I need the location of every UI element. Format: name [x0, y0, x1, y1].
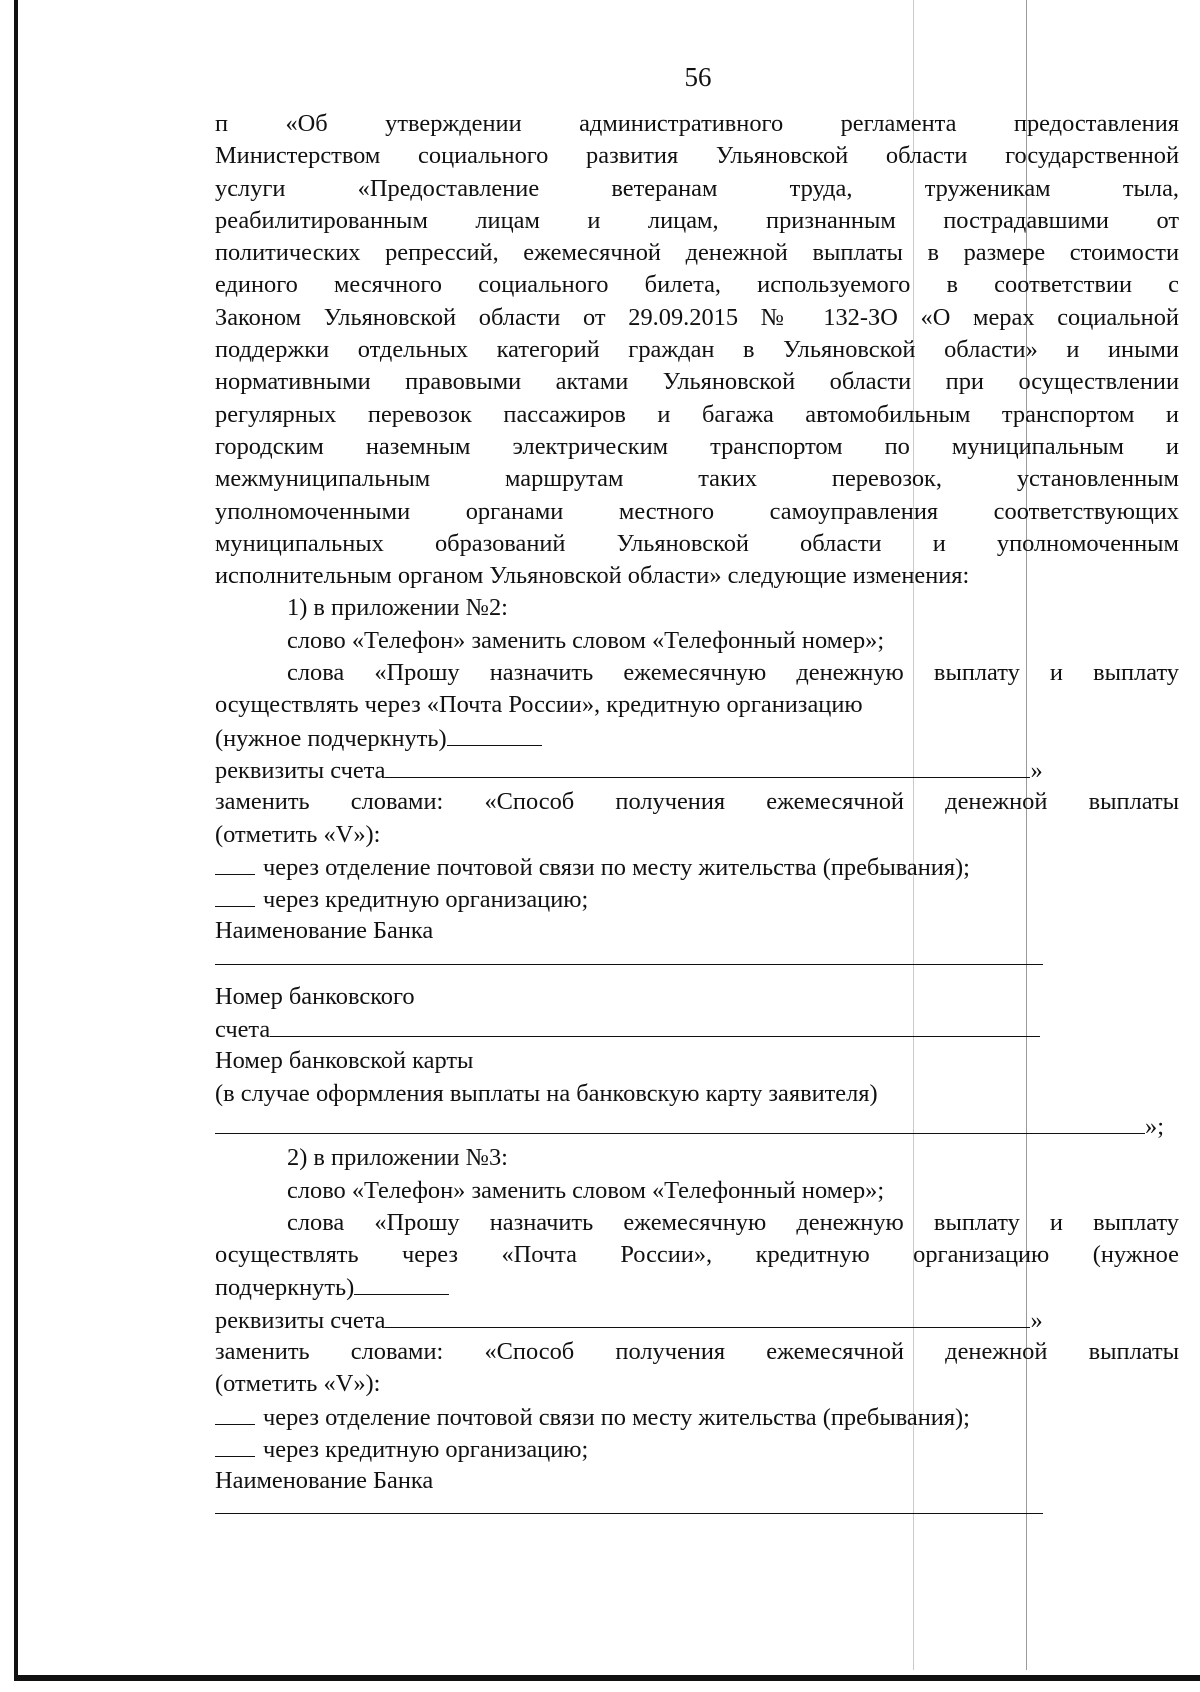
- bank-card-label: Номер банковской карты: [215, 1047, 474, 1075]
- blank-line: [215, 1110, 1145, 1134]
- paragraph-line: реабилитированным лицам и лицам, признанным пострадавшими от: [215, 206, 1179, 234]
- bank-name-label: Наименование Банка: [215, 917, 434, 945]
- option-credit-organization: через кредитную организацию;: [215, 883, 1179, 915]
- paragraph-line: п «Об утверждении административного регламента предоставления: [215, 110, 1179, 137]
- form-line-underline-choice: (нужное подчеркнуть): [215, 722, 1179, 754]
- paragraph-line: Министерством социального развития Ульяновской области государственной: [215, 142, 1179, 170]
- blank-line: [385, 1304, 1030, 1328]
- paragraph-line: осуществлять через «Почта России», кредитную организацию (нужное: [215, 1241, 1179, 1269]
- paragraph-line: исполнительным органом Ульяновской области» следующие изменения:: [215, 562, 970, 590]
- form-line-account-details: реквизиты счета »: [215, 1304, 1179, 1336]
- item-heading: 1) в приложении №2:: [287, 594, 508, 622]
- document-body: [215, 108, 1179, 1530]
- paragraph-line: осуществлять через «Почта России», кредитную организацию: [215, 691, 863, 719]
- paragraph-line: (отметить «V»):: [215, 820, 381, 848]
- paragraph-line: (в случае оформления выплаты на банковскую карту заявителя): [215, 1079, 878, 1107]
- blank-line: [385, 754, 1030, 778]
- paragraph-line: политических репрессий, ежемесячной денежной выплаты в размере стоимости: [215, 239, 1179, 267]
- paragraph-line: слово «Телефон» заменить словом «Телефонный номер»;: [287, 626, 885, 654]
- bank-account-label: Номер банковского: [215, 982, 415, 1010]
- page-border-left: [14, 0, 18, 1680]
- bank-name-blank-line: [215, 1497, 1043, 1514]
- paragraph-line: уполномоченными органами местного самоуправления соответствующих: [215, 497, 1179, 525]
- paragraph-line: Законом Ульяновской области от 29.09.2015 № 132-ЗО «О мерах социальной: [215, 303, 1179, 331]
- option-credit-organization: через кредитную организацию;: [215, 1433, 1179, 1465]
- paragraph-line: заменить словами: «Способ получения ежемесячной денежной выплаты: [215, 788, 1179, 816]
- bank-name-blank-line: [215, 948, 1043, 965]
- form-line-account-details: реквизиты счета »: [215, 754, 1179, 786]
- form-line-card: »;: [215, 1110, 1179, 1142]
- paragraph-line: (отметить «V»):: [215, 1370, 381, 1398]
- paragraph-line: слово «Телефон» заменить словом «Телефонный номер»;: [287, 1176, 885, 1204]
- form-line-account: счета: [215, 1013, 1179, 1045]
- paragraph-line: услуги «Предоставление ветеранам труда, труженикам тыла,: [215, 174, 1179, 202]
- page-border-bottom: [14, 1675, 1200, 1681]
- option-post-office: через отделение почтовой связи по месту жительства (пребывания);: [215, 851, 1179, 883]
- checkbox-blank: [215, 1401, 255, 1425]
- checkbox-blank: [215, 851, 255, 875]
- blank-line: [270, 1013, 1040, 1037]
- bank-name-label: Наименование Банка: [215, 1467, 434, 1495]
- paragraph-line: заменить словами: «Способ получения ежемесячной денежной выплаты: [215, 1337, 1179, 1365]
- blank-line: [447, 722, 542, 746]
- paragraph-line: единого месячного социального билета, используемого в соответствии с: [215, 271, 1179, 299]
- blank-line: [354, 1271, 449, 1295]
- paragraph-line: нормативными правовыми актами Ульяновской области при осуществлении: [215, 368, 1179, 396]
- form-line-underline-choice: подчеркнуть): [215, 1271, 1179, 1303]
- item-heading: 2) в приложении №3:: [287, 1144, 508, 1172]
- paragraph-line: слова «Прошу назначить ежемесячную денежную выплату и выплату: [287, 659, 1179, 687]
- paragraph-line: регулярных перевозок пассажиров и багажа автомобильным транспортом и: [215, 400, 1179, 428]
- paragraph-line: слова «Прошу назначить ежемесячную денежную выплату и выплату: [287, 1208, 1179, 1236]
- checkbox-blank: [215, 883, 255, 907]
- paragraph-line: межмуниципальным маршрутам таких перевозок, установленным: [215, 465, 1179, 493]
- checkbox-blank: [215, 1433, 255, 1457]
- paragraph-line: поддержки отдельных категорий граждан в Ульяновской области» и иными: [215, 336, 1179, 364]
- option-post-office: через отделение почтовой связи по месту жительства (пребывания);: [215, 1401, 1179, 1433]
- paragraph-line: муниципальных образований Ульяновской области и уполномоченным: [215, 529, 1179, 557]
- page-number: 56: [684, 62, 712, 92]
- paragraph-line: городским наземным электрическим транспортом по муниципальным и: [215, 432, 1179, 460]
